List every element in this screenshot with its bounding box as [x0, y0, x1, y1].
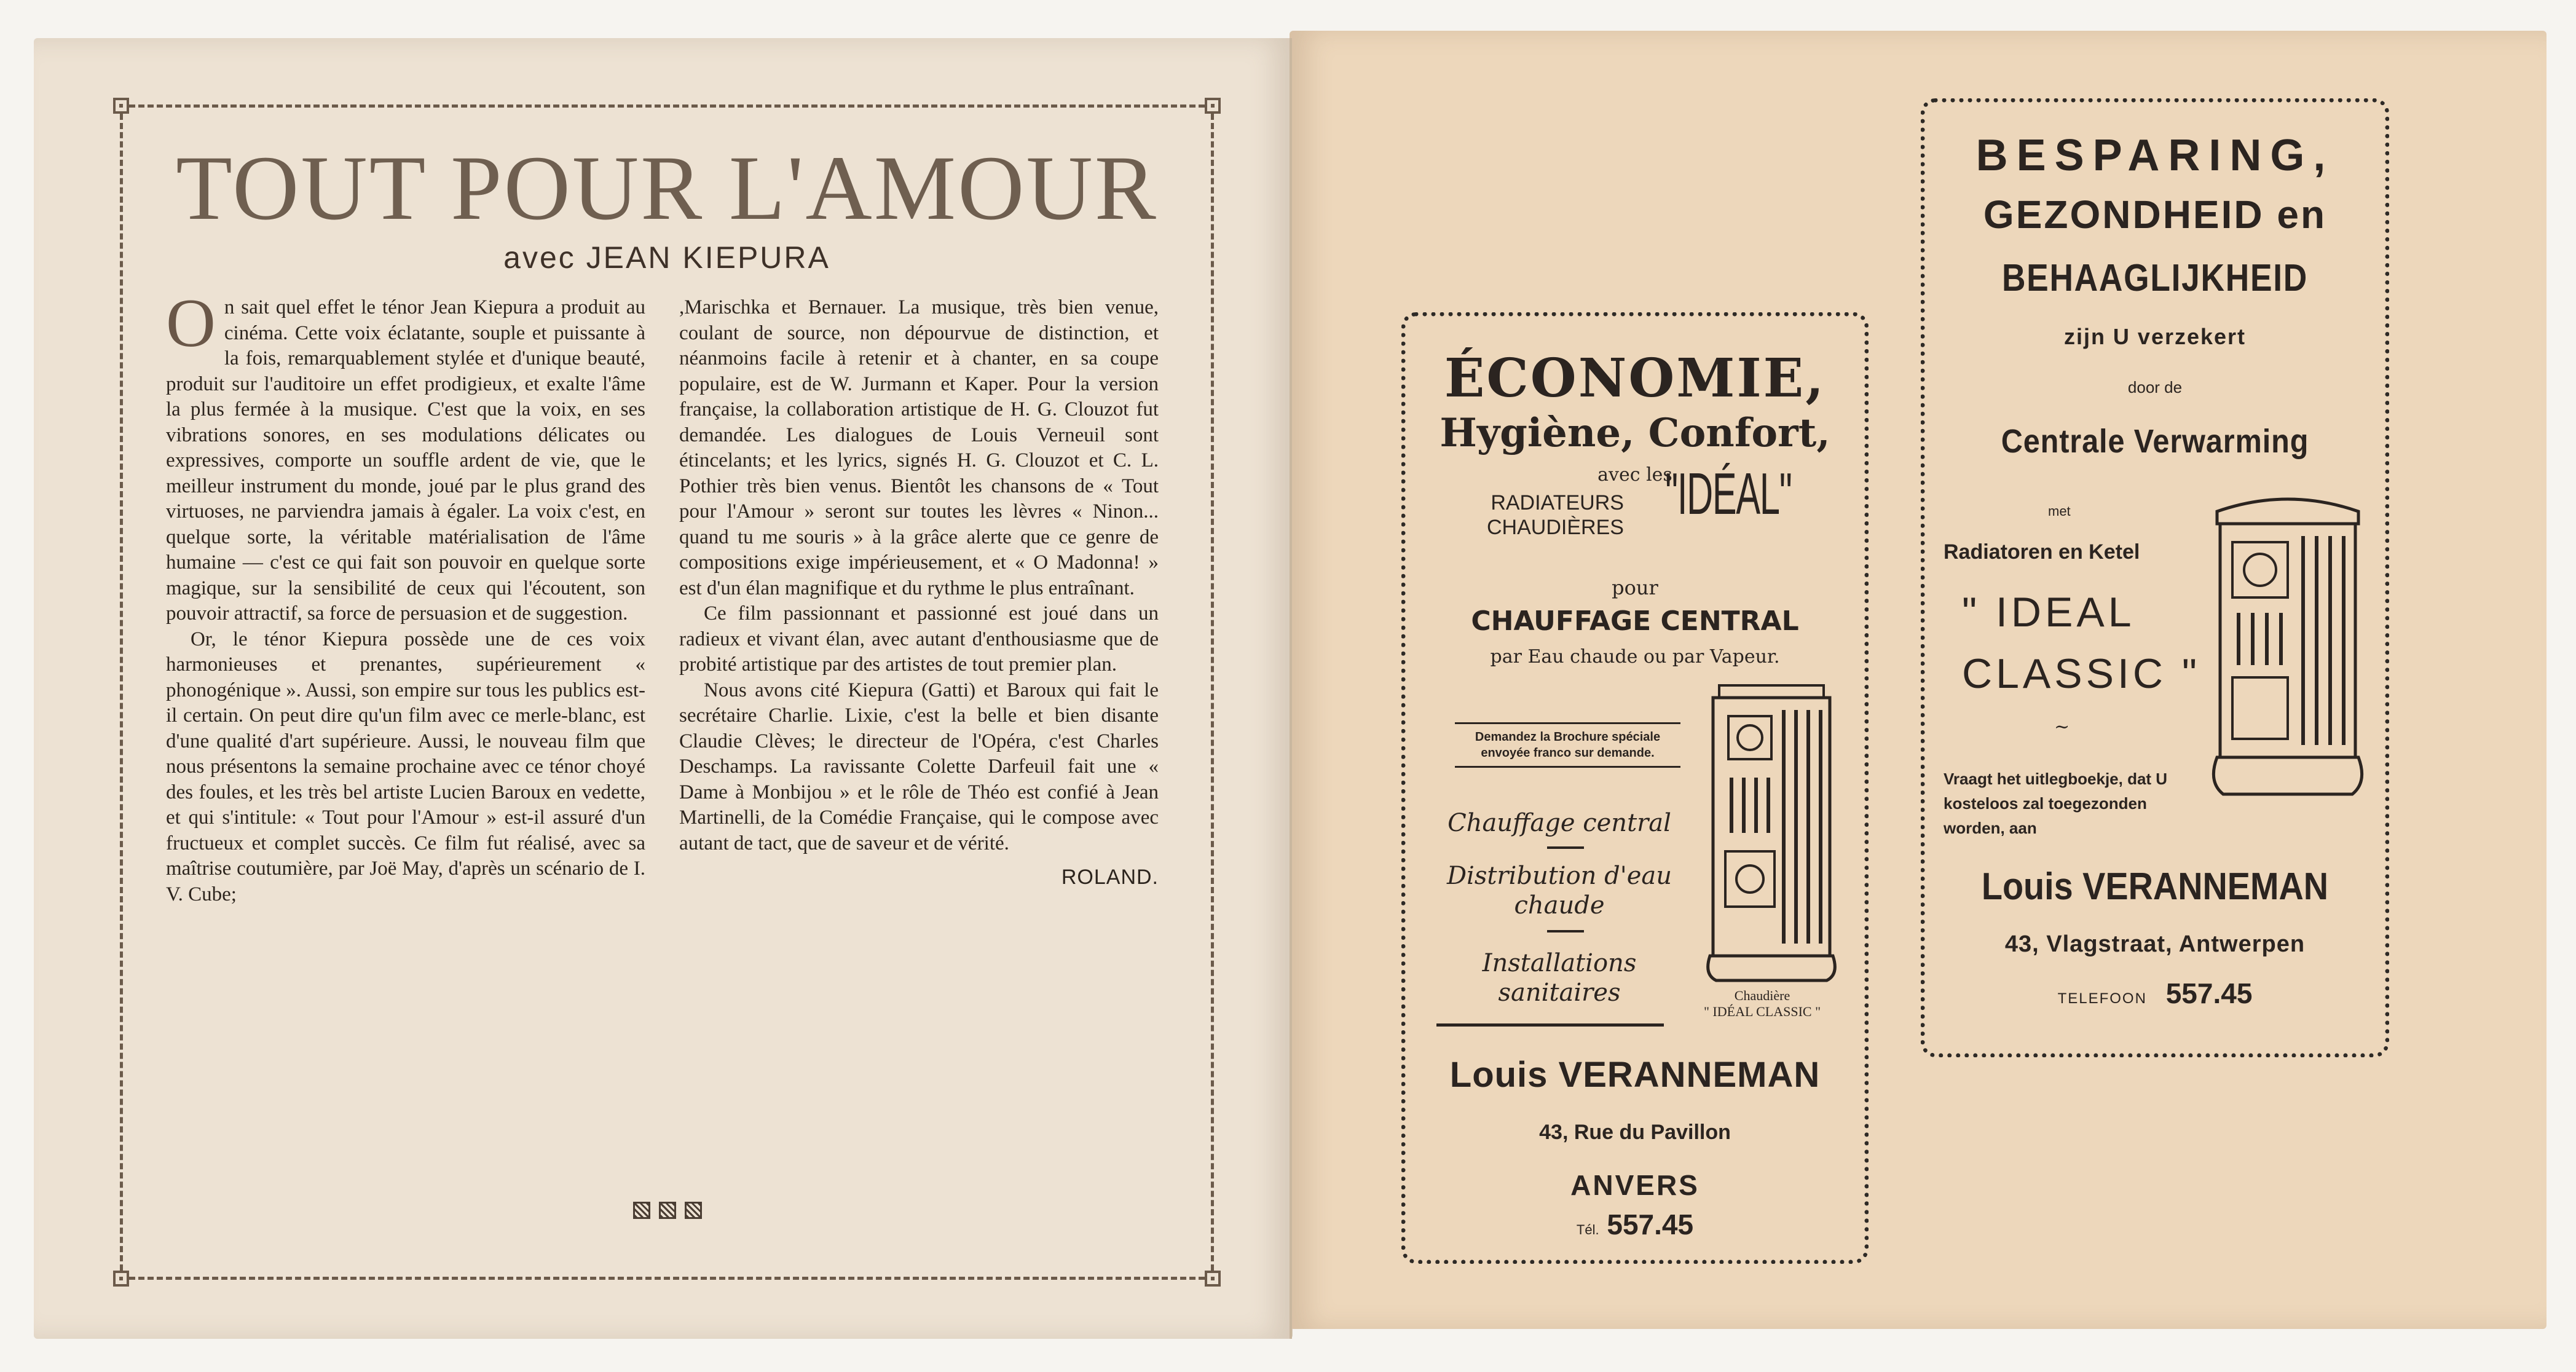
ad-central-heating: Centrale Verwarming [2001, 423, 2309, 460]
ad-brand-name: " IDEAL [1962, 589, 2135, 636]
ornament-icon [685, 1202, 702, 1219]
article-frame [120, 104, 1214, 1280]
ad-headline: ÉCONOMIE, [1444, 347, 1826, 409]
flourish-icon: ~ [2054, 716, 2070, 738]
ad-subheadline: Hygiène, Confort, [1440, 410, 1830, 456]
ad-illustration-caption [1688, 988, 1836, 1020]
ad-chauffage-central: CHAUFFAGE CENTRAL [1471, 605, 1799, 637]
article-column-left [166, 285, 646, 907]
ornament-icon [633, 1202, 650, 1219]
ad-telephone [1406, 1208, 1864, 1241]
ad-radiatoren: Radiatoren en Ketel [1944, 540, 2140, 564]
ad-headline: BESPARING, [1975, 131, 2334, 180]
telephone-number: 557.45 [2165, 977, 2253, 1009]
ad-pour: pour [1612, 576, 1658, 599]
advertisement-dutch [1921, 98, 2389, 1057]
ad-headline: BEHAAGLIJKHEID [2001, 257, 2309, 299]
caption-line: " IDÉAL CLASSIC " [1703, 1004, 1821, 1019]
boiler-illustration [1701, 679, 1842, 987]
ad-brochure-box: Demandez la Brochure spéciale envoyée franco sur demande. [1455, 722, 1680, 768]
drop-cap: O [166, 285, 216, 361]
article-paragraph: Ce film passionnant et passionné est joué dans un radieux et vivant élan, avec autant d'enthousiasme que de probité artistique par des artistes de tout premier plan. [679, 602, 1159, 676]
end-ornaments [633, 1202, 702, 1219]
ad-text: met [2048, 503, 2071, 519]
article-paragraph: ,Marischka et Bernauer. La musique, très bien venue, coulant de source, non dépourvue de distinction, et néanmoins facile à retenir et à chanter, en sa coupe populaire, est de W. Jurmann et Kaper. Pour la version française, la collaboration artistique de H. G. Clouzot fut demandée. Les dialogues de Louis Verneuil sont étincelants; et les lyrics, signés H. G. Clouzot et C. L. Pothier très bien venus. Bientôt les chansons de « Tout pour l'Amour » seront sur toutes les lèvres « Ninon... quand tu me souris » à la grâce alerte que ce genre de compositions exige impérieusement, et « O Madonna! » est d'un élan magnifique et du rythme le plus entraînant. [679, 296, 1159, 599]
article-signature: ROLAND. [1061, 865, 1159, 889]
article-subtitle: avec JEAN KIEPURA [503, 240, 830, 275]
article-column-right [679, 295, 1159, 891]
telephone-number: 557.45 [1607, 1208, 1694, 1240]
telephone-label: Tél. [1576, 1222, 1599, 1237]
ad-company-name: Louis VERANNEMAN [1449, 1055, 1821, 1095]
ad-headline: GEZONDHEID en [1983, 192, 2327, 237]
divider [1547, 846, 1584, 849]
ad-text: door de [2127, 378, 2183, 396]
ad-company-name: Louis VERANNEMAN [1981, 865, 2329, 908]
ad-radiateurs: RADIATEURS [1491, 491, 1624, 514]
article-paragraph: Or, le ténor Kiepura possède une de ces voix harmonieuses et prenantes, supérieurement « phonogénique ». Aussi, son empire sur tous les publics est-il certain. On peut dire qu'un film avec ce merle-blanc, est d'une qualité d'art supérieure. Aussi, le nouveau film que nous présentons la semaine prochaine avec ce ténor choyé des foules, et les très bel artiste Lucien Baroux en vedette, et qui s'intitule: « Tout pour l'Amour » est-il assuré d'un fructueux et complet succès. Ce film fut réalisé, avec sa maîtrise coutumière, par Joë May, d'après un scénario de I. V. Cube; [166, 628, 646, 905]
ad-city: ANVERS [1570, 1169, 1700, 1201]
ad-text: Vraagt het uitlegboekje, dat U kosteloos zal toegezonden worden, aan [1944, 770, 2168, 837]
divider [1436, 1023, 1664, 1027]
advertisement-french [1401, 312, 1869, 1264]
article-title: TOUT POUR L'AMOUR [176, 137, 1158, 239]
caption-line: Chaudière [1734, 988, 1790, 1003]
ad-brand-name: "IDÉAL" [1665, 461, 1792, 527]
ad-service: Chauffage central [1448, 809, 1671, 837]
ad-product-types [1487, 491, 1624, 540]
ad-with-text: avec les [1597, 464, 1672, 486]
frame-corner-ornament [1205, 98, 1221, 114]
ad-telephone [1925, 977, 2385, 1010]
ad-address: 43, Vlagstraat, Antwerpen [2004, 931, 2306, 957]
ad-service: Installations sanitaires [1482, 949, 1637, 1007]
ad-chaudieres: CHAUDIÈRES [1487, 516, 1624, 539]
article-paragraph: On sait quel effet le ténor Jean Kiepura a produit au cinéma. Cette voix éclatante, souple et puissante à la fois, remarquablement stylée et d'unique beauté, produit sur l'auditoire un effet prodigieux, et exalte l'âme la plus fermée à la musique. C'est que la voix, en ses vibrations sonores, en ses modulations délicates ou expressives, comporte un souffle ardent de vie, que le meilleur instrument du monde, joué par le plus grand des virtuoses, ne parviendra jamais à égaler. La voix c'est, en quelque sorte, la véritable matérialisation de l'âme humaine — c'est ce qui fait son pouvoir en quelque sorte magique, sur la sensibilité de ceux qui l'écoutent, son pouvoir attractif, sa force de persuasion et de suggestion. [166, 285, 645, 625]
frame-corner-ornament [113, 98, 129, 114]
divider [1547, 930, 1584, 932]
telephone-label: TELEFOON [2057, 990, 2147, 1007]
article-paragraph: Nous avons cité Kiepura (Gatti) et Baroux qui fait le secrétaire Charlie. Lixie, c'est la belle et bien disante Claudie Clèves; le directeur de l'Opéra, c'est Charles Deschamps. La ravissante Colette Darfeuil fait une « Dame à Monbijou » et le rôle de Théo est confié à Jean Martinelli, de la Comédie Française, qui le compose avec autant de tact, que de saveur et de vérité. [679, 679, 1159, 854]
ad-par-eau: par Eau chaude ou par Vapeur. [1490, 646, 1780, 668]
ad-service: Distribution d'eau chaude [1446, 862, 1672, 920]
boiler-illustration [2205, 487, 2371, 806]
ornament-icon [659, 1202, 676, 1219]
ad-brand-model: CLASSIC " [1962, 650, 2201, 697]
ad-address: 43, Rue du Pavillon [1539, 1121, 1731, 1144]
ad-text: zijn U verzekert [2063, 324, 2247, 349]
book-gutter [1290, 38, 1292, 1339]
frame-corner-ornament [113, 1271, 129, 1287]
frame-corner-ornament [1205, 1271, 1221, 1287]
